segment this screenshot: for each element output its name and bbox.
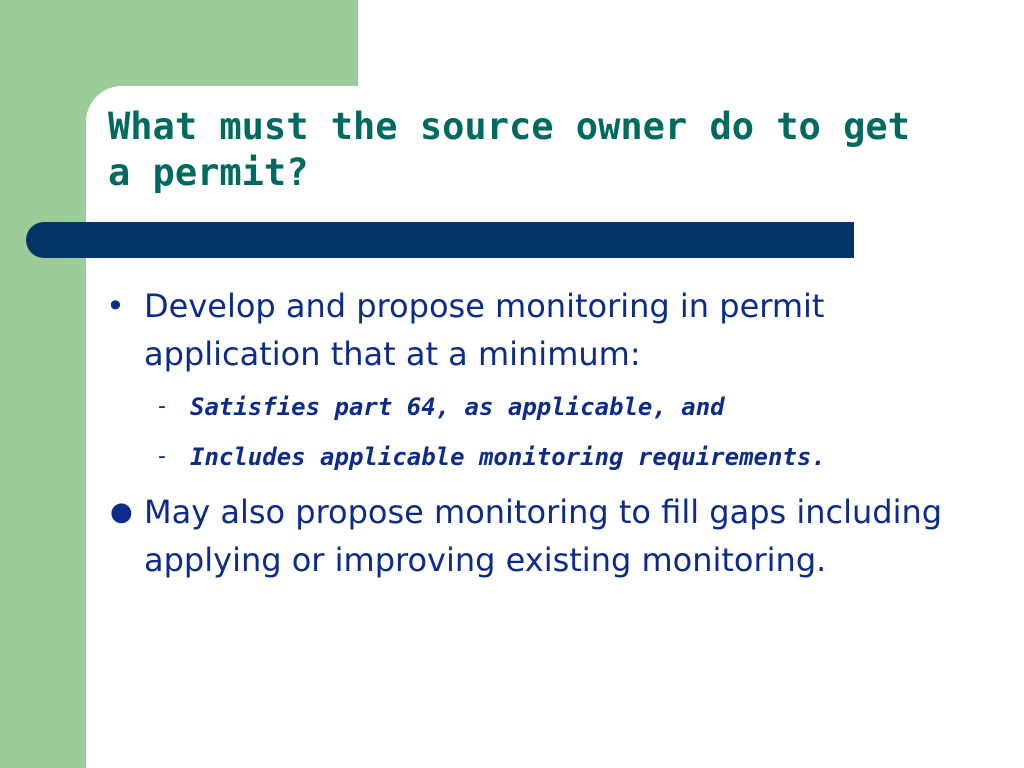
sub-bullet-list [106, 382, 986, 482]
sub-bullet-text: Satisfies part 64, as applicable, and [190, 393, 725, 421]
bullet-item [106, 488, 986, 584]
sub-bullet-text: Includes applicable monitoring requirements. [190, 443, 826, 471]
sub-bullet-item [106, 432, 986, 482]
bullet-text: Develop and propose monitoring in permit application that at a minimum: [144, 287, 825, 373]
sub-bullet-item [106, 382, 986, 432]
bullet-marker: • [106, 287, 125, 325]
bullet-item [106, 282, 986, 378]
slide-title: What must the source owner do to get a permit? [108, 105, 910, 194]
slide-body [106, 282, 986, 584]
bullet-marker: ● [110, 497, 133, 527]
bullet-text: May also propose monitoring to fill gaps including applying or improving existing monitoring. [144, 493, 943, 579]
title-divider-bar [26, 222, 854, 258]
sub-bullet-marker: - [158, 394, 166, 419]
sub-bullet-marker: - [158, 444, 166, 469]
